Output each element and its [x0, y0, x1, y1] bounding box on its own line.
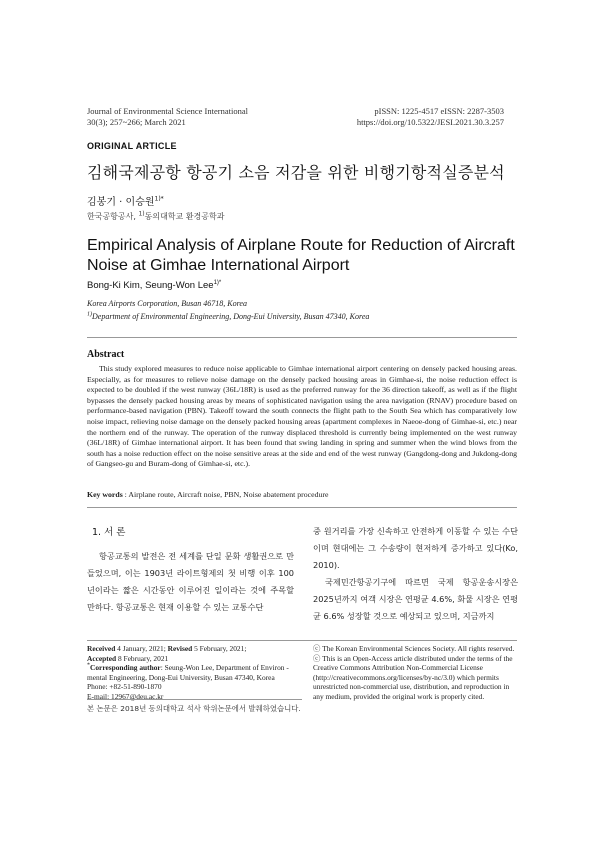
- english-author-sup: 1)*: [213, 279, 222, 286]
- divider-middle: [87, 507, 517, 508]
- affiliation-sup: 1): [138, 210, 145, 218]
- issn: pISSN: 1225-4517 eISSN: 2287-3503: [374, 106, 504, 116]
- footnotes-left: [87, 644, 302, 702]
- footnotes-right: [313, 644, 518, 702]
- received-label: Received: [87, 644, 116, 653]
- accepted-label: Accepted: [87, 653, 117, 663]
- email-link[interactable]: E-mail: 12967@deu.ac.kr: [87, 691, 164, 701]
- korean-authors: [87, 193, 164, 208]
- korean-title: 김해국제공항 항공기 소음 저감을 위한 비행기항적실증분석: [87, 163, 505, 182]
- phone: Phone: +82-51-890-1870: [87, 682, 162, 692]
- journal-volume: 30(3); 257~266; March 2021: [87, 117, 186, 127]
- journal-info: [87, 106, 248, 128]
- introduction-right-column: [313, 523, 518, 625]
- accepted-date: 8 February, 2021: [116, 653, 169, 663]
- journal-name: Journal of Environmental Science International: [87, 106, 248, 116]
- copyright-notice: ⓒ The Korean Environmental Sciences Society. All rights reserved.: [313, 644, 515, 653]
- corresponding-author: [87, 663, 302, 682]
- doi-link[interactable]: https://doi.org/10.5322/JESI.2021.30.3.257: [356, 117, 504, 127]
- article-type: ORIGINAL ARTICLE: [87, 141, 177, 151]
- english-title: Empirical Analysis of Airplane Route for Reduction of Aircraft Noise at Gimhae International Airport: [87, 237, 515, 274]
- intro-paragraph-1-cont: 중 원거리를 가장 신속하고 안전하게 이동할 수 있는 수단이며 현대에는 그 수송량이 현저하게 증가하고 있다(Ko, 2010).: [313, 526, 518, 570]
- author-1: 김봉기: [87, 197, 116, 208]
- author-2: 이승원: [125, 197, 155, 208]
- introduction-left-column: [87, 548, 294, 616]
- divider-note: [87, 699, 302, 700]
- received-dates: [87, 644, 302, 654]
- issn-info: [357, 106, 504, 128]
- thesis-note: 본 논문은 2018년 동의대학교 석사 학위논문에서 발췌하였습니다.: [87, 704, 301, 713]
- corresponding-sup: *: [87, 662, 90, 669]
- divider-top: [87, 337, 517, 338]
- license-notice: ⓒ This is an Open-Access article distributed under the terms of the Creative Commons Attribution Non-Commercial License (http://creativecommons.org/licenses/by-nc/3.0) which permits unrestricted non-commercial use, distribution, and reproduction in any medium, provided the original work is properly cited.: [313, 653, 513, 701]
- keywords: [87, 490, 517, 499]
- intro-paragraph-2: 국제민간항공기구에 따르면 국제 항공운송시장은 2025년까지 여객 시장은 연평균 4.6%, 화물 시장은 연평균 6.6% 성장할 것으로 예상되고 있으며, 지금까지: [313, 577, 518, 621]
- revised-label: Revised: [167, 644, 193, 653]
- revised-date: 5 February, 2021;: [192, 644, 247, 653]
- affiliation-2: 동의대학교 환경공학과: [144, 212, 225, 221]
- english-affiliation-2-text: Department of Environmental Engineering, Dong-Eui University, Busan 47340, Korea: [92, 312, 370, 321]
- author-2-sup: 1)*: [154, 195, 164, 203]
- english-authors: [87, 280, 221, 291]
- keywords-label: Key words: [87, 490, 123, 499]
- english-author-names: Bong-Ki Kim, Seung-Won Lee: [87, 280, 214, 291]
- author-separator: ·: [115, 197, 126, 208]
- section-heading-introduction: 1. 서 론: [92, 527, 126, 538]
- keywords-text: : Airplane route, Aircraft noise, PBN, Noise abatement procedure: [122, 490, 329, 499]
- abstract-heading: Abstract: [87, 349, 125, 360]
- received-date: 4 January, 2021;: [115, 644, 168, 653]
- accepted-date-line: [87, 654, 302, 664]
- abstract-body: This study explored measures to reduce noise applicable to Gimhae international airport centering on densely packed housing areas. Especially, as for measures to relieve noise damage on the densely packed housing areas in Gimhae-si, the noise reduction effect is expected to be doubled if the west runway (36L/18R) is used as the preferred runway for the 36 direction takeoff, as well as if the flight bypasses the densely packed housing areas by means of sophisticated navigation using the area navigation (RNAV) procedure based on performance-based navigation (PBN). Takeoff toward the south connects the flight path to the South Sea which has comparatively low noise impact, relieving noise damage on the densely packed housing areas (apartment complexes in Naeoe-dong of Gimhae-si, etc.) near the northern end of the runway. The operation of the runway displaced threshold is currently being implemented on the west runway (36L/18R) of Gimhae international airport. It has been found that swing landing in spring and summer when the wind blows from the south has a noise reduction effect on the noise sensitive areas at the side and end of the west runway (Gangdong-dong and Jukdong-dong of Gangseo-gu and Buram-dong of Gimhae-si, etc.).: [87, 364, 517, 469]
- affiliation-1: 한국공항공사,: [87, 212, 139, 221]
- corresponding-label: Corresponding author: [90, 663, 161, 673]
- korean-affiliation: [87, 211, 224, 222]
- english-affiliation-1: Korea Airports Corporation, Busan 46718, Korea: [87, 299, 247, 308]
- english-affiliation-2: [87, 310, 369, 323]
- english-affiliation-2-sup: 1): [87, 311, 92, 318]
- corresponding-text: : Seung-Won Lee, Department of Environ -mental Engineering, Dong-Eui University, Busan 47340, Korea: [87, 663, 289, 682]
- divider-footnotes: [87, 640, 517, 641]
- english-affiliations: [87, 297, 369, 323]
- intro-paragraph-1: 항공교통의 발전은 전 세계를 단일 문화 생활권으로 만들었으며, 이는 1903년 라이트형제의 첫 비행 이후 100년이라는 짧은 시간동안 이루어진 일이라는 것에 주목할 만하다. 항공교통은 현재 이용할 수 있는 교통수단: [87, 551, 294, 612]
